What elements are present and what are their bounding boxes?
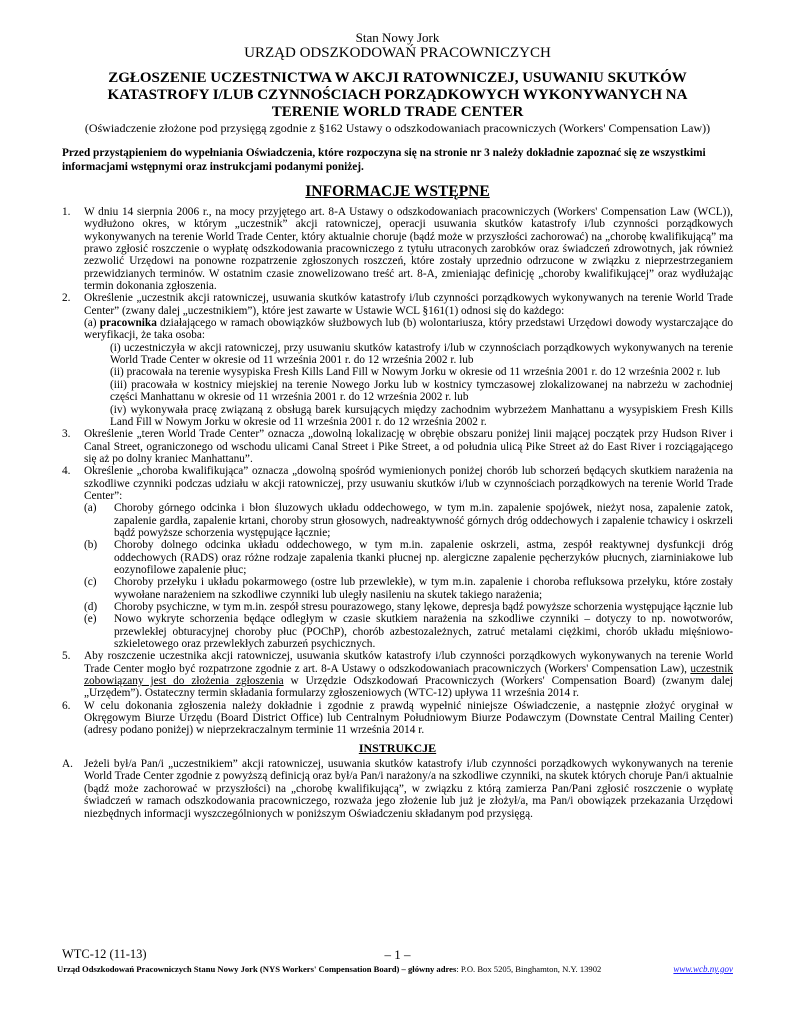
item-text-part-2: w Urzędzie Odszkodowań Pracowniczych (Workers' Compensation Board) (zwanym dalej „Urzędem”). Ostateczny termin składania formularzy zgłoszeniowych (WTC-12) upływa 11 września 2014 r. [84,675,733,700]
agency-name: URZĄD ODSZKODOWAŃ PRACOWNICZYCH [244,45,551,61]
list-item-5 [62,650,733,699]
item-text-underlined: uczestnik zobowiązany jest do złożenia zgłoszenia [84,662,733,688]
sub-item-iv: (iv) wykonywała pracę związaną z obsługą barek kursujących między zachodnim wybrzeżem Manhattanu a wysypiskiem Fresh Kills Land Fill w Nowym Jorku w okresie od 11 września 2001 r. do 12 września 2002 r. [110,403,733,428]
item-number: 1. [62,206,71,218]
clause-text: działającego w ramach obowiązków służbowych lub (b) wolontariusza, który przedstawi Urzędowi dowody wystarczające do weryfikacji, że taka osoba: [84,317,733,342]
sub-item-a [84,502,733,539]
sub-item-ii: (ii) pracowała na terenie wysypiska Fresh Kills Land Fill w Nowym Jorku w okresie od 11 września 2001 r. do 12 września 2002 r. lub [110,366,721,379]
sub-text: Nowo wykryte schorzenia będące odległym w czasie skutkiem narażenia na szkodliwe czynniki – dotyczy to np. nowotworów, przewlekłej obturacyjnej choroby płuc (POChP), chorób azbestozależnych, zatruć metalami ciężkimi, chorób układu mięśniowo-szkieletowego oraz przewlekłych zaburzeń psychicznych. [114,613,733,651]
title-line-2: KATASTROFY I/LUB CZYNNOŚCIACH PORZĄDKOWYCH WYKONYWANYCH NA [107,87,688,103]
document-subtitle: (Oświadczenie złożone pod przysięgą zgodnie z §162 Ustawy o odszkodowaniach pracowniczych (Workers' Compensation Law)) [84,121,711,135]
section-heading-instructions: INSTRUKCJE [358,740,437,755]
item-text: W celu dokonania zgłoszenia należy dokładnie i zgodnie z prawdą wypełnić niniejsze Oświadczenie, a następnie złożyć oryginał w Okręgowym Biurze Urzędu (Board District Office) lub Centralnym Południowym Biurze Podawczym (Downstate Central Mailing Center) (adresy podano poniżej) w nieprzekraczalnym terminie 11 września 2014 r. [84,699,733,737]
sub-text: Choroby przełyku i układu pokarmowego (ostre lub przewlekłe), w tym m.in. zapalenie i choroba refluksowa przełyku, które zostały wywołane narażeniem na szkodliwe czynniki lub uległy nasileniu na skutek takiego narażenia; [114,576,733,601]
item-text-part-1: Aby roszczenie uczestnika akcji ratowniczej, usuwania skutków katastrofy i/lub czynności porządkowych wykonywanych na terenie World Trade Center mogło być rozpatrzone zgodnie z art. 8-A Ustawy o odszkodowaniach pracowniczych (Workers' Compensation Law), [84,650,733,675]
intro-notice: Przed przystąpieniem do wypełniania Oświadczenia, które rozpoczyna się na stronie nr 3 należy dokładnie zapoznać się ze wszystkimi informacjami wstępnymi oraz instrukcjami podanymi poniżej. [62,147,706,173]
list-item-3 [62,428,733,465]
agency-address [57,964,601,974]
clause-label: (a) [84,317,100,330]
item-number: A. [62,758,73,771]
title-line-3: TERENIE WORLD TRADE CENTER [271,104,524,120]
form-id: WTC-12 (11-13) [62,947,147,961]
sub-item-e [84,613,733,650]
sub-item-iii: (iii) pracowała w kostnicy miejskiej na terenie Nowego Jorku lub w kostnicy tymczasowej zlokalizowanej na nabrzeżu w zachodniej części Manhattanu w okresie od 11 września 2001 r. do 12 września 2002 r. lub [110,378,733,404]
page-number: – 1 – [384,947,411,962]
title-line-1: ZGŁOSZENIE UCZESTNICTWA W AKCJI RATOWNICZEJ, USUWANIU SKUTKÓW [108,70,687,86]
item-number: 6. [62,699,71,712]
list-item-4 [62,465,733,650]
item-text: Określenie „teren World Trade Center” oznacza „dowolną lokalizację w obrębie obszaru poniżej linii mającej początek przy Hudson River i Canal Street, ograniczonego od wschodu ulicami Canal Street i Pike Street, a od południa ulicą Pike Street aż do East River i rozciągającego się aż po dolny kraniec Manhattanu”. [84,428,733,465]
list-item-6 [62,700,733,737]
section-heading-info: INFORMACJE WSTĘPNE [305,183,490,200]
instruction-item-a [62,758,733,820]
item-number: 3. [62,428,71,441]
sub-label: (c) [84,576,97,589]
sub-label: (a) [84,502,97,515]
list-item-2 [62,292,733,428]
sub-label: (b) [84,539,98,552]
sub-text: Choroby górnego odcinka i błon śluzowych układu oddechowego, w tym m.in. zapalenie spojówek, nieżyt nosa, zapalenie zatok, zapalenie gardła, zapalenie krtani, choroby strun głosowych, nadreaktywność górnych dróg oddechowych i zapalenie tchawicy i oskrzeli bądź powyższe schorzenia występujące łącznie; [114,502,733,539]
item-text: Określenie „choroba kwalifikująca” oznacza „dowolną spośród wymienionych poniżej chorób lub schorzeń będących skutkiem narażenia na szkodliwe czynniki podczas udziału w akcji ratowniczej, przy usuwaniu skutków i/lub w czynnościach porządkowych na terenie World Trade Center”: [84,465,733,502]
address-bold: Urząd Odszkodowań Pracowniczych Stanu Nowy Jork (NYS Workers' Compensation Board) – główny adres [57,964,457,974]
sub-item-b [84,539,733,576]
list-item-1 [62,206,733,292]
item-number: 2. [62,292,71,305]
item-ab-clause [84,317,733,342]
sub-item-c [84,576,733,601]
clause-bold: pracownika [99,317,157,330]
sub-label: (d) [84,601,98,613]
sub-label: (e) [84,613,97,626]
item-number: 5. [62,650,71,663]
sub-item-d [84,601,733,613]
info-list [62,206,733,820]
document-title [62,70,733,121]
sub-item-i: (i) uczestniczyła w akcji ratowniczej, przy usuwaniu skutków katastrofy i/lub w czynnościach porządkowych wykonywanych na terenie World Trade Center w okresie od 11 września 2001 r. do 12 września 2002 r. lub [110,341,733,367]
item-text: Określenie „uczestnik akcji ratowniczej, usuwania skutków katastrofy i/lub czynności porządkowych wykonywanych na terenie World Trade Center” (zwany dalej „uczestnikiem”), które jest zawarte w Ustawie WCL §161(1) odnosi się do każdego: [84,292,733,317]
item-text: Jeżeli był/a Pan/i „uczestnikiem” akcji ratowniczej, usuwania skutków katastrofy i/lub czynności porządkowych wykonywanych na terenie World Trade Center zgodnie z powyższą definicją oraz był/a Pan/i narażony/a na szkodliwe czynniki, na skutek których choruje Pan/i aktualnie (bądź może zachorować w przyszłości) na „chorobę kwalifikującą”, w związku z którą zamierza Pan/Pani zgłosić roszczenie o wypłatę świadczeń w ramach odszkodowania pracowniczego, rozważa jego złożenie lub już je złożył/a, ma Pan/i obowiązek przekazania Urzędowi niezbędnych informacji wyszczególnionych w poniższym Oświadczeniu składanym pod przysięgą. [84,758,733,820]
state-name: Stan Nowy Jork [355,30,440,45]
sub-text: Choroby psychiczne, w tym m.in. zespół stresu pourazowego, stany lękowe, depresja bądź powyższe schorzenia występujące łącznie lub [114,601,733,613]
document-page [62,30,733,820]
website-link[interactable]: www.wcb.ny.gov [673,964,733,974]
sub-text: Choroby dolnego odcinka układu oddechowego, w tym m.in. zapalenie oskrzeli, astma, zespół reaktywnej dysfunkcji dróg oddechowych (RADS) oraz różne rodzaje zapalenia tkanki płucnej np. alergiczne zapalenie pęcherzyków płucnych, ziarniniakowe lub eozynofilowe zapalenie płuc; [114,539,733,576]
item-text: W dniu 14 sierpnia 2006 r., na mocy przyjętego art. 8-A Ustawy o odszkodowaniach pracowniczych (Workers' Compensation Law (WCL)), wydłużono okres, w którym „uczestnik” akcji ratowniczej, operacji usuwania skutków katastrofy i/lub czynności porządkowych wykonywanych na terenie World Trade Center, który aktualnie choruje (bądź może w przyszłości zachorować) na „chorobę kwalifikującą” ma prawo zgłosić roszczenie o wypłatę odszkodowania pracowniczego z tytułu utraconych zarobków oraz świadczeń zdrowotnych, jak również zezwolić Urzędowi na ponowne rozpatrzenie zgłoszonych roszczeń, które zostały uprzednio odrzucone w związku z nieprzestrzeganiem przewidzianych terminów. W ostatnim czasie znowelizowano treść art. 8-A, zmieniając definicję „choroby kwalifikującej” oraz wydłużając termin dokonania zgłoszenia. [84,206,733,293]
item-number: 4. [62,465,71,478]
address-text: : P.O. Box 5205, Binghamton, N.Y. 13902 [456,964,602,974]
